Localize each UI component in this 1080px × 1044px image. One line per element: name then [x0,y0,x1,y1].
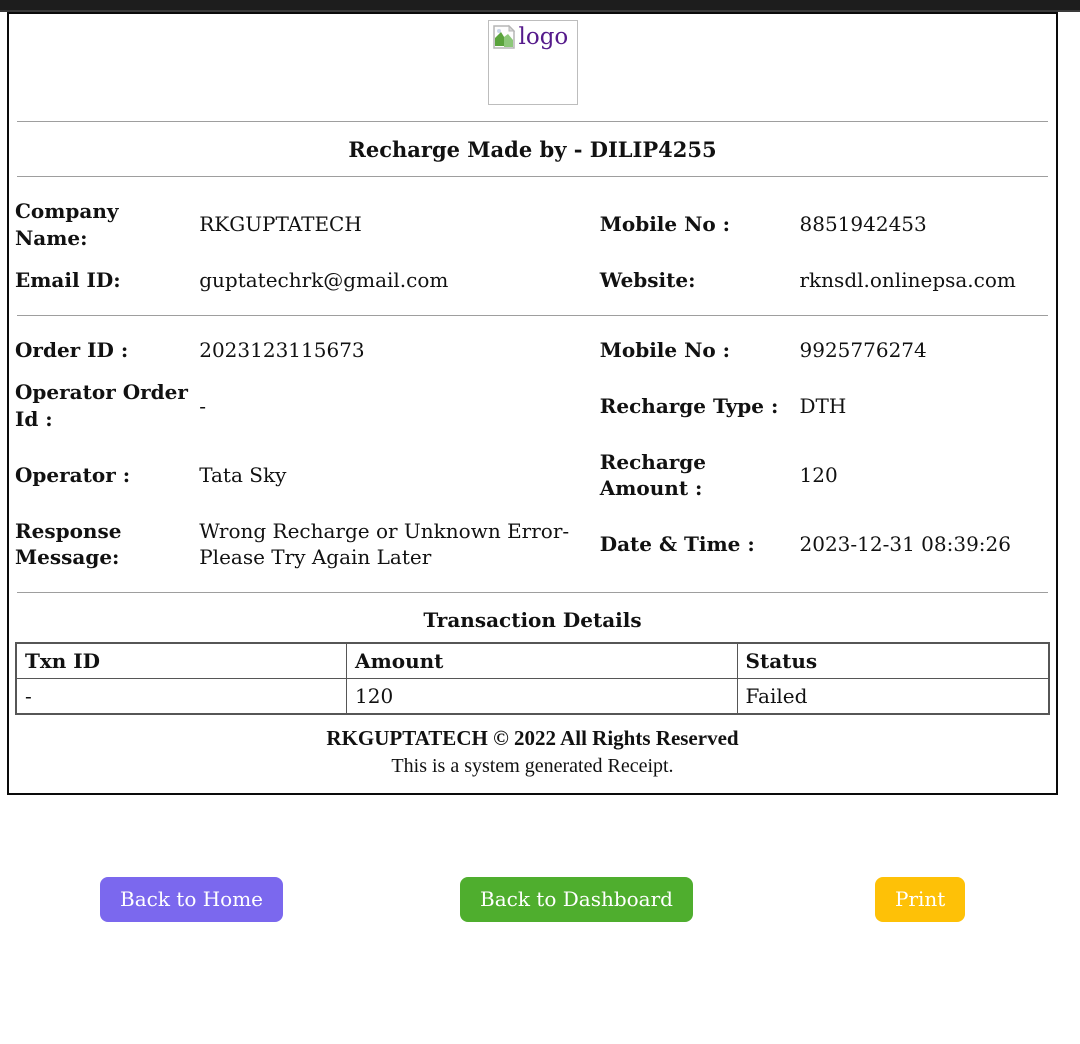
company-mobile-value: 8851942453 [799,212,927,237]
transaction-details-heading: Transaction Details [423,607,642,632]
website-label: Website: [599,268,696,293]
divider [17,121,1048,122]
action-buttons-row [0,877,1080,1007]
logo-area [15,20,1050,108]
txn-id-cell: - [16,678,347,714]
website-value: rknsdl.onlinepsa.com [799,268,1016,293]
divider [17,176,1048,177]
recharge-type-value: DTH [799,393,847,418]
customer-mobile-label: Mobile No : [599,337,731,362]
operator-label: Operator : [15,462,131,487]
email-label: Email ID: [15,268,121,293]
table-header-row [16,643,1049,679]
datetime-value: 2023-12-31 08:39:26 [799,532,1011,557]
recharge-amount-value: 120 [799,462,838,487]
amount-header: Amount [347,643,737,679]
back-to-dashboard-button[interactable]: Back to Dashboard [460,877,693,922]
back-to-home-button[interactable]: Back to Home [100,877,283,922]
logo-alt-text: logo [518,24,569,50]
table-row [16,678,1049,714]
recharge-type-label: Recharge Type : [599,393,779,418]
order-id-value: 2023123115673 [199,337,365,362]
txn-id-header: Txn ID [16,643,347,679]
status-cell: Failed [737,678,1049,714]
amount-cell: 120 [347,678,737,714]
customer-mobile-value: 9925776274 [799,337,927,362]
copyright-text: RKGUPTATECH © 2022 All Rights Reserved [326,725,739,750]
divider [17,315,1048,316]
receipt-card [7,12,1058,795]
generated-receipt-note: This is a system generated Receipt. [391,754,674,777]
status-header: Status [737,643,1049,679]
transaction-table [15,642,1050,715]
print-button[interactable]: Print [875,877,965,922]
response-message-value: Wrong Recharge or Unknown Error- Please Try Again Later [199,518,570,570]
receipt-title: Recharge Made by - DILIP4255 [348,137,717,162]
logo-link[interactable] [488,20,578,105]
company-name-label: Company Name: [15,199,119,250]
operator-order-id-value: - [199,393,206,418]
order-info-section [15,329,1050,579]
operator-value: Tata Sky [199,462,287,487]
broken-image-icon [491,24,517,54]
company-info-section [15,190,1050,302]
company-mobile-label: Mobile No : [599,212,731,237]
recharge-amount-label: Recharge Amount : [599,449,707,501]
email-value: guptatechrk@gmail.com [199,268,449,293]
order-id-label: Order ID : [15,337,129,362]
top-bar [0,0,1080,12]
response-message-label: Response Message: [15,518,122,570]
operator-order-id-label: Operator Order Id : [15,380,188,431]
datetime-label: Date & Time : [599,532,755,557]
divider [17,592,1048,593]
company-name-value: RKGUPTATECH [199,212,362,237]
